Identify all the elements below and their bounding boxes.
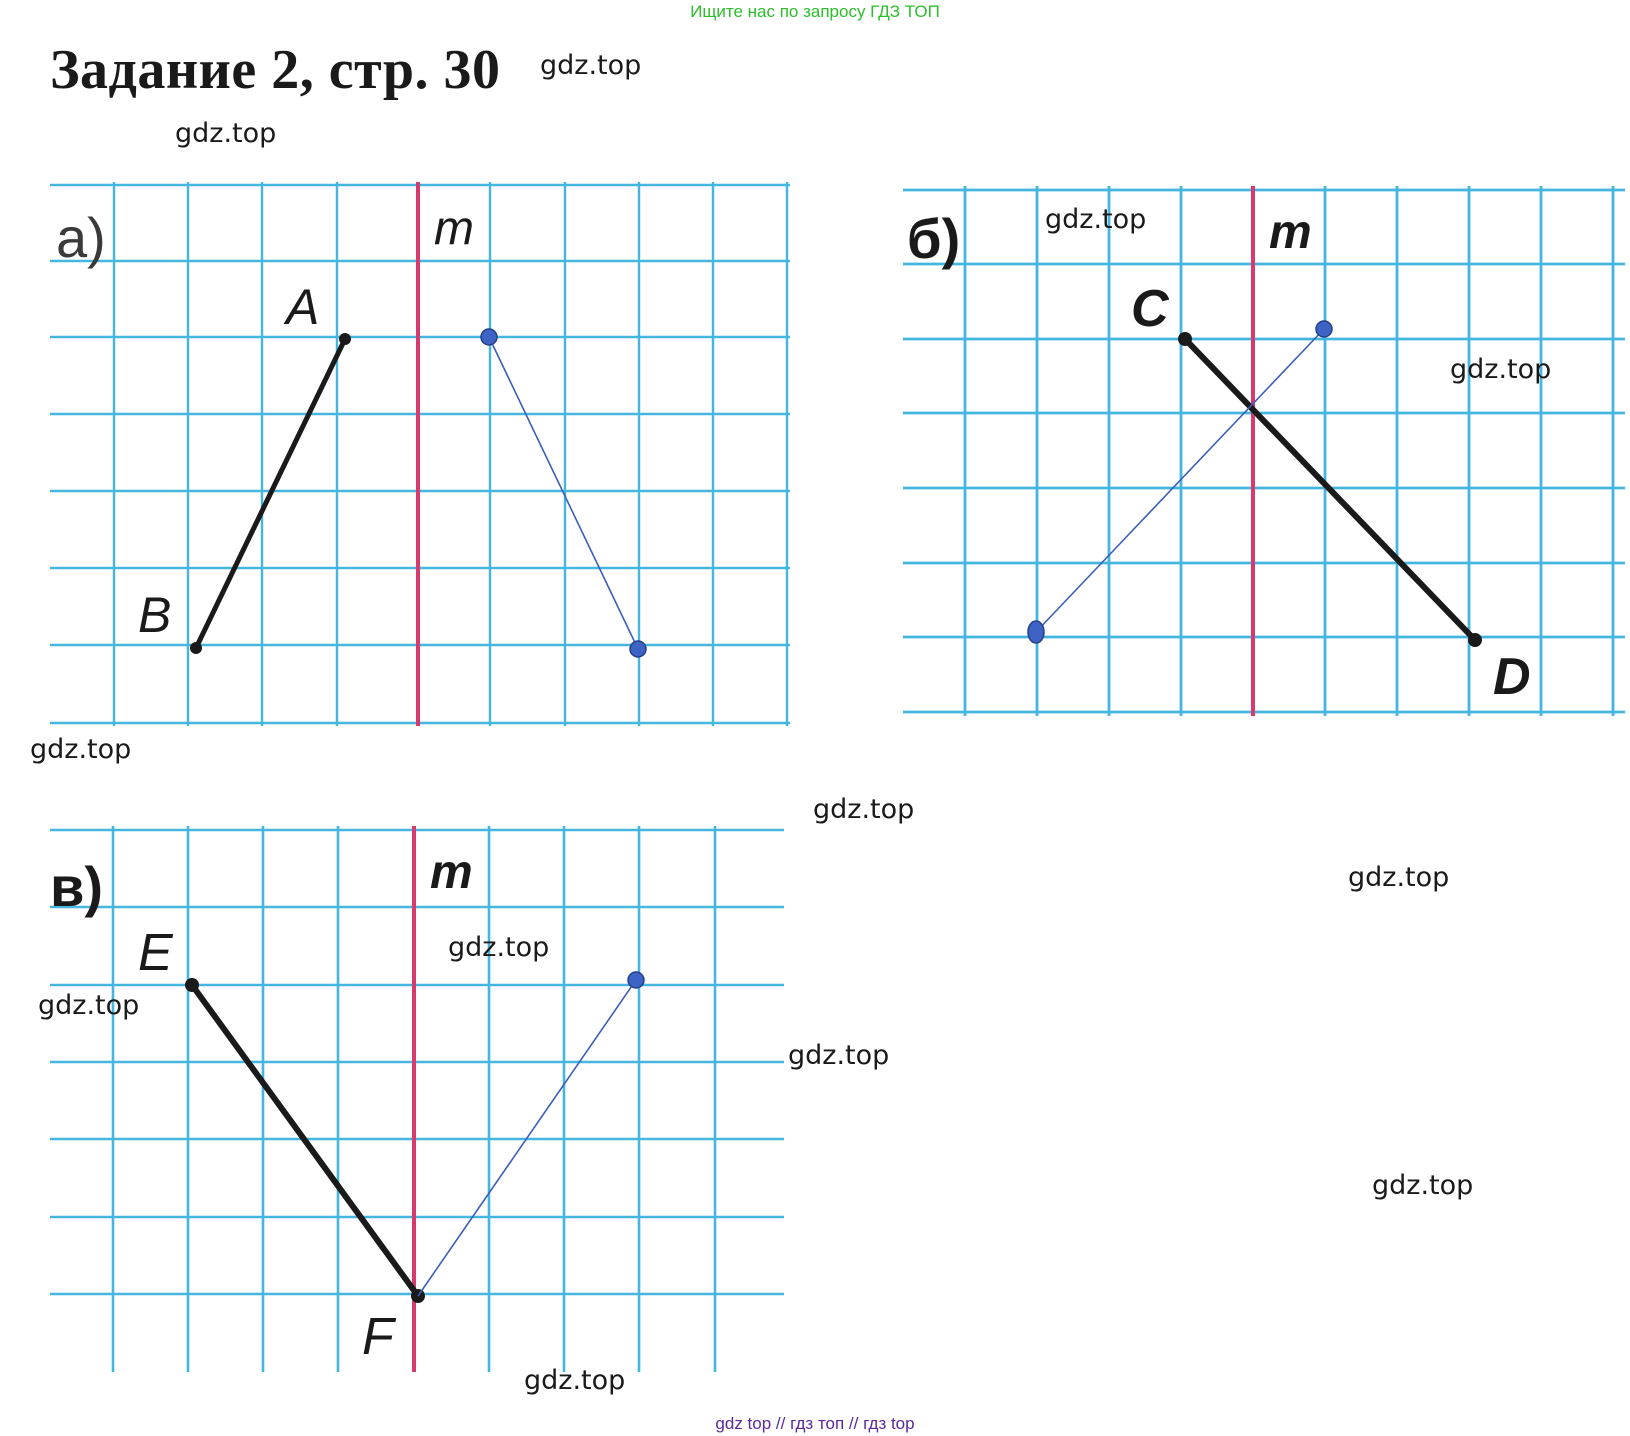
reflected-point-b	[630, 641, 646, 657]
reflected-segment	[489, 337, 638, 649]
grid-panel-a	[50, 182, 790, 726]
grid-panel-v	[50, 826, 784, 1372]
reflected-point-c	[1316, 321, 1332, 337]
footer-watermark: gdz top // гдз топ // гдз top	[715, 1414, 915, 1433]
panel-label: в)	[50, 855, 104, 918]
point-label-c: C	[1131, 280, 1169, 338]
page-title: Задание 2, стр. 30	[50, 39, 501, 101]
point-a	[339, 333, 351, 345]
panel-label: б)	[907, 207, 961, 270]
point-label-b: B	[138, 587, 172, 643]
reflected-point-d	[1028, 621, 1044, 643]
segment-ab	[196, 339, 345, 648]
watermark: gdz.top	[30, 734, 132, 765]
watermark: gdz.top	[1450, 354, 1552, 385]
watermark: gdz.top	[524, 1365, 626, 1396]
point-d	[1468, 633, 1482, 647]
point-e	[185, 978, 199, 992]
point-label-d: D	[1493, 648, 1531, 706]
axis-label: m	[434, 202, 474, 255]
reflected-point-e	[628, 972, 644, 988]
segment-ef	[192, 985, 418, 1296]
axis-label: m	[430, 846, 473, 899]
watermark: gdz.top	[448, 932, 550, 963]
watermark: gdz.top	[1372, 1170, 1474, 1201]
point-b	[190, 642, 202, 654]
grid-lines	[903, 186, 1625, 716]
watermark: gdz.top	[175, 118, 277, 149]
reflected-point-a	[481, 329, 497, 345]
point-label-f: F	[362, 1308, 394, 1366]
watermark: gdz.top	[540, 50, 642, 81]
watermark: gdz.top	[38, 990, 140, 1021]
search-banner: Ищите нас по запросу ГДЗ ТОП	[690, 2, 940, 21]
watermark: gdz.top	[788, 1040, 890, 1071]
point-label-e: E	[138, 924, 173, 982]
watermark: gdz.top	[813, 794, 915, 825]
panel-label: а)	[56, 206, 106, 269]
grid-panel-b	[903, 186, 1625, 716]
watermark: gdz.top	[1348, 862, 1450, 893]
segment-cd	[1185, 339, 1475, 640]
axis-label: m	[1269, 206, 1312, 259]
watermark: gdz.top	[1045, 204, 1147, 235]
point-c	[1178, 332, 1192, 346]
point-label-a: A	[286, 279, 320, 335]
